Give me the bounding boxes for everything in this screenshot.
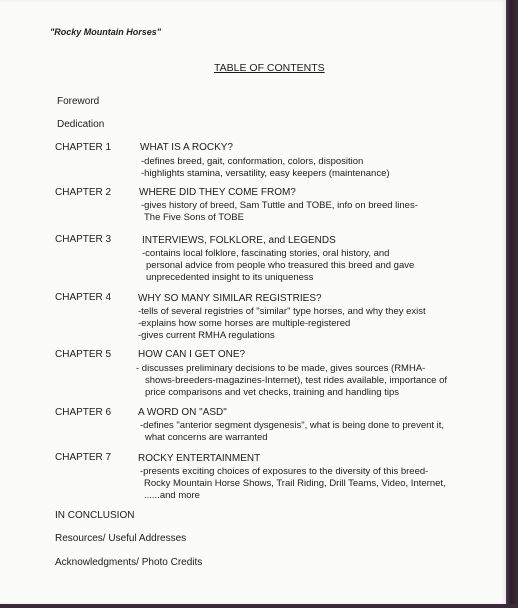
chapter-4-line-2: -explains how some horses are multiple-registered bbox=[138, 318, 351, 329]
chapter-5-title: HOW CAN I GET ONE? bbox=[138, 349, 246, 360]
chapter-1-line-2: -highlights stamina, versatility, easy keepers (maintenance) bbox=[141, 168, 390, 179]
chapter-7-line-3: ......and more bbox=[144, 490, 200, 501]
chapter-5-label: CHAPTER 5 bbox=[55, 349, 112, 360]
scan-edge-right bbox=[506, 0, 518, 608]
chapter-3-line-2: personal advice from people who treasured this breed and gave bbox=[146, 260, 415, 271]
back-matter-resources: Resources/ Useful Addresses bbox=[55, 533, 187, 544]
chapter-4-line-3: -gives current RMHA regulations bbox=[138, 330, 275, 341]
front-matter-dedication: Dedication bbox=[57, 119, 105, 130]
chapter-7-title: ROCKY ENTERTAINMENT bbox=[138, 453, 261, 464]
chapter-5-line-2: shows-breeders-magazines-Internet), test rides available, importance of bbox=[145, 375, 448, 386]
back-matter-acknowledgments: Acknowledgments/ Photo Credits bbox=[55, 557, 203, 568]
chapter-5-line-1: - discusses preliminary decisions to be made, gives sources (RMHA- bbox=[136, 363, 426, 374]
chapter-4-line-1: -tells of several registries of "similar" type horses, and why they exist bbox=[138, 306, 426, 317]
chapter-2-line-2: The Five Sons of TOBE bbox=[144, 212, 244, 223]
back-matter-conclusion: IN CONCLUSION bbox=[55, 510, 135, 521]
front-matter-foreword: Foreword bbox=[57, 96, 100, 107]
chapter-4-label: CHAPTER 4 bbox=[55, 292, 112, 303]
document-title: "Rocky Mountain Horses" bbox=[50, 27, 162, 37]
chapter-2-line-1: -gives history of breed, Sam Tuttle and TOBE, info on breed lines- bbox=[141, 200, 418, 211]
chapter-6-title: A WORD ON "ASD" bbox=[138, 407, 227, 418]
chapter-2-label: CHAPTER 2 bbox=[55, 187, 112, 198]
chapter-5-line-3: price comparisons and vet checks, training and handling tips bbox=[145, 387, 400, 398]
chapter-7-line-1: -presents exciting choices of exposures to the diversity of this breed- bbox=[140, 466, 429, 477]
chapter-7-line-2: Rocky Mountain Horse Shows, Trail Riding, Drill Teams, Video, Internet, bbox=[144, 478, 446, 489]
chapter-3-label: CHAPTER 3 bbox=[55, 234, 112, 245]
chapter-6-label: CHAPTER 6 bbox=[55, 407, 112, 418]
chapter-3-line-1: -contains local folklore, fascinating stories, oral history, and bbox=[142, 248, 390, 259]
chapter-2-title: WHERE DID THEY COME FROM? bbox=[139, 187, 296, 198]
chapter-6-line-1: -defines "anterior segment dysgenesis", what is being done to prevent it, bbox=[140, 420, 445, 431]
chapter-1-line-1: -defines breed, gait, conformation, colors, disposition bbox=[141, 156, 364, 167]
chapter-3-title: INTERVIEWS, FOLKLORE, and LEGENDS bbox=[142, 235, 336, 246]
chapter-3-line-3: unprecedented insight to its uniqueness bbox=[146, 272, 314, 283]
chapter-4-title: WHY SO MANY SIMILAR REGISTRIES? bbox=[138, 293, 322, 304]
chapter-1-label: CHAPTER 1 bbox=[55, 142, 112, 153]
chapter-1-title: WHAT IS A ROCKY? bbox=[140, 142, 233, 153]
toc-heading: TABLE OF CONTENTS bbox=[214, 62, 325, 74]
scan-edge-bottom bbox=[0, 604, 518, 608]
chapter-6-line-2: what concerns are warranted bbox=[145, 432, 268, 443]
chapter-7-label: CHAPTER 7 bbox=[55, 452, 112, 463]
